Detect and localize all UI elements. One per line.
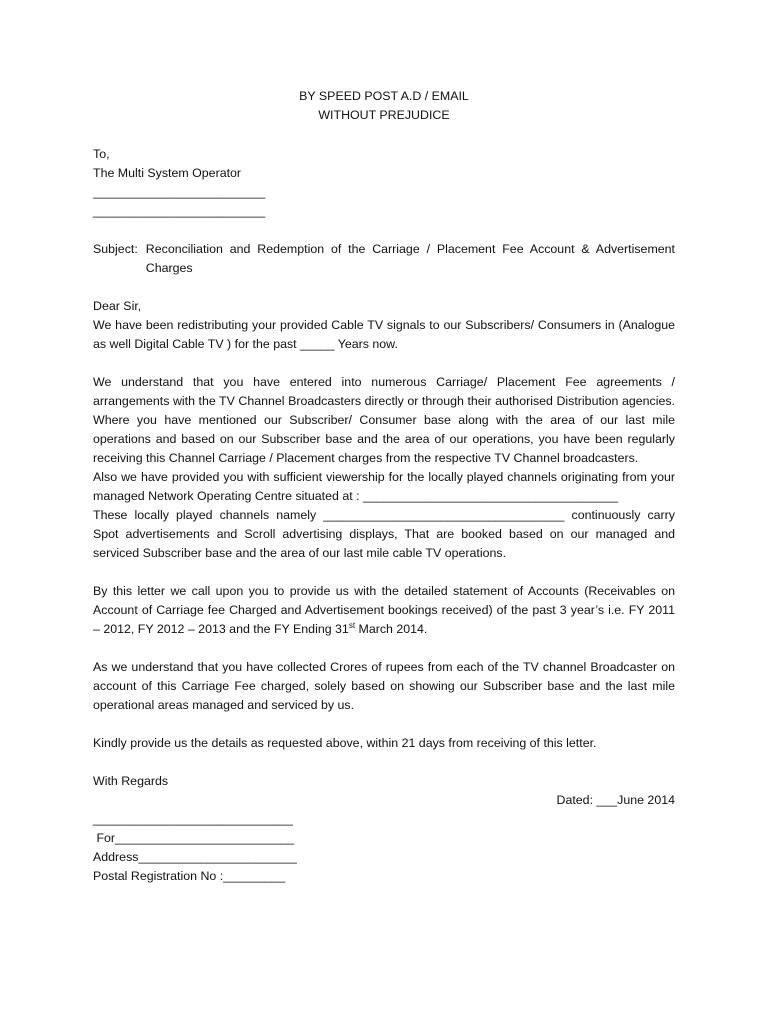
signature-line: _____________________________: [93, 812, 293, 826]
paragraph-3-text: By this letter we call upon you to provide us with the detailed statement of Accounts (Receivables on Account of Carriage fee Charged and Advertisement bookings received) of the past 3 year’s i.e. FY 2011 – 2012, FY 2012 – 2013 and the FY Ending 31: [93, 584, 675, 636]
paragraph-5: Kindly provide us the details as requested above, within 21 days from receiving of this letter.: [93, 736, 597, 750]
heading-line-2: WITHOUT PREJUDICE: [318, 108, 450, 122]
recipient-block: [93, 145, 675, 221]
paragraph-1: We have been redistributing your provided Cable TV signals to our Subscribers/ Consumers in (Analogue as well Digital Cable TV ) for the past _____ Years now.: [93, 318, 675, 351]
subject-text: Reconciliation and Redemption of the Carriage / Placement Fee Account & Advertisement Charges: [145, 242, 675, 275]
recipient-name: The Multi System Operator: [93, 166, 242, 180]
address-line: Address_______________________: [93, 850, 297, 864]
postal-registration-line: Postal Registration No :_________: [93, 869, 286, 883]
recipient-blank-2: _________________________: [93, 204, 266, 218]
subject-line: [93, 240, 675, 278]
paragraph-2: We understand that you have entered into numerous Carriage/ Placement Fee agreements / arrangements with the TV Channel Broadcasters directly or through their authorised Distribution agencies. Where you have mentioned our Subscriber/ Consumer base along with the area of our last mile operations and based on our Subscriber base and the area of our operations, you have been regularly receiving this Channel Carriage / Placement charges from the respective TV Channel broadcasters.: [93, 375, 675, 465]
heading-line-1: BY SPEED POST A.D / EMAIL: [299, 89, 469, 103]
paragraph-3: [93, 582, 675, 639]
dated-line: Dated: ___June 2014: [556, 793, 675, 807]
letter-page: [93, 87, 675, 886]
paragraph-4: As we understand that you have collected Crores of rupees from each of the TV channel Broadcaster on account of this Carriage Fee charged, solely based on showing our Subscriber base and the last mile operational areas managed and serviced by us.: [93, 660, 675, 712]
for-line: For__________________________: [93, 831, 295, 845]
recipient-to: To,: [93, 147, 110, 161]
subject-label: Subject:: [93, 242, 138, 256]
paragraph-3-superscript: st: [348, 620, 356, 630]
salutation: Dear Sir,: [93, 299, 142, 313]
letter-heading: [93, 87, 675, 125]
recipient-blank-1: _________________________: [93, 185, 266, 199]
paragraph-2-channels: These locally played channels namely ___________________________________ continuously carry Spot advertisements and Scroll advertising displays, That are booked based on our managed and serviced Subscriber base and the area of our last mile cable TV operations.: [93, 508, 675, 560]
closing-regards: With Regards: [93, 774, 169, 788]
paragraph-3-end: March 2014.: [355, 622, 428, 636]
paragraph-2-viewership: Also we have provided you with sufficient viewership for the locally played channels originating from your managed Network Operating Centre situated at : _____________________________________: [93, 470, 675, 503]
